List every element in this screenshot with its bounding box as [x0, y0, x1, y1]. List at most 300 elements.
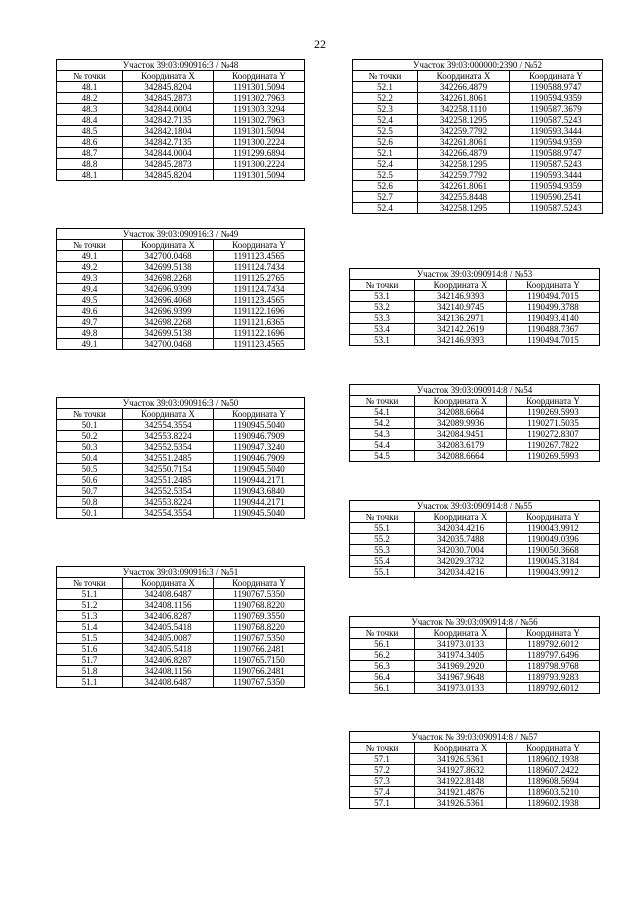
coordinate-y-cell: 1190588.9747: [510, 148, 603, 159]
table-row: [353, 115, 603, 126]
coordinate-y-cell: 1190267.7822: [507, 440, 600, 451]
table-row: [350, 661, 600, 672]
table-row: [57, 115, 305, 126]
point-number-cell: 53.4: [350, 324, 415, 335]
table-row: [57, 644, 305, 655]
point-number-cell: 50.1: [57, 508, 123, 519]
coordinate-y-cell: 1191301.5094: [214, 82, 305, 93]
coordinate-x-cell: 342842.1804: [123, 126, 214, 137]
coordinate-x-cell: 341969.2920: [415, 661, 507, 672]
point-number-cell: 52.4: [353, 159, 418, 170]
coordinate-y-cell: 1190766.2481: [214, 666, 305, 677]
point-number-cell: 50.8: [57, 497, 123, 508]
coordinate-x-cell: 342084.9451: [415, 429, 507, 440]
coordinate-x-cell: 341926.5361: [415, 798, 507, 809]
point-number-cell: 57.3: [350, 776, 415, 787]
coordinate-x-cell: 342845.2873: [123, 159, 214, 170]
coordinate-y-cell: 1191122.1696: [214, 328, 305, 339]
point-number-cell: 49.3: [57, 273, 123, 284]
point-number-cell: 50.6: [57, 475, 123, 486]
coordinate-y-cell: 1190590.2541: [510, 192, 603, 203]
point-number-cell: 48.4: [57, 115, 123, 126]
point-number-cell: 49.1: [57, 251, 123, 262]
table-row: [350, 639, 600, 650]
table-row: [350, 672, 600, 683]
table-row: [350, 324, 600, 335]
point-number-cell: 48.2: [57, 93, 123, 104]
coordinate-x-cell: 342406.8287: [123, 655, 214, 666]
coordinate-y-cell: 1190269.5993: [507, 407, 600, 418]
table-row: [353, 104, 603, 115]
point-number-cell: 53.1: [350, 335, 415, 346]
point-number-cell: 57.2: [350, 765, 415, 776]
coordinate-x-cell: 341973.0133: [415, 683, 507, 694]
coordinate-x-cell: 342551.2485: [123, 475, 214, 486]
table-row: [350, 407, 600, 418]
coordinate-x-cell: 342408.6487: [123, 677, 214, 688]
coordinate-x-cell: 341967.9648: [415, 672, 507, 683]
coordinate-x-cell: 342699.5138: [123, 262, 214, 273]
header-point-number: № точки: [350, 743, 415, 754]
point-number-cell: 50.3: [57, 442, 123, 453]
table-caption: Участок 39:03:090916:3 / №51: [57, 567, 305, 578]
table-row: [57, 666, 305, 677]
coordinate-y-cell: 1191300.2224: [214, 137, 305, 148]
coordinate-y-cell: 1190269.5993: [507, 451, 600, 462]
point-number-cell: 56.3: [350, 661, 415, 672]
table-header-row: [350, 628, 600, 639]
coordinate-x-cell: 341927.8632: [415, 765, 507, 776]
coordinates-table-51: [56, 566, 305, 688]
header-point-number: № точки: [57, 240, 123, 251]
coordinate-x-cell: 342408.1156: [123, 600, 214, 611]
header-coordinate-x: Координата X: [415, 628, 507, 639]
coordinate-x-cell: 342259.7792: [418, 170, 510, 181]
coordinate-x-cell: 342405.0087: [123, 633, 214, 644]
point-number-cell: 52.1: [353, 82, 418, 93]
point-number-cell: 51.5: [57, 633, 123, 644]
coordinate-y-cell: 1190588.9747: [510, 82, 603, 93]
table-caption-row: [350, 617, 600, 628]
point-number-cell: 53.2: [350, 302, 415, 313]
coordinate-y-cell: 1191121.6365: [214, 317, 305, 328]
table-row: [57, 126, 305, 137]
coordinate-x-cell: 342029.3732: [415, 556, 507, 567]
coordinate-y-cell: 1190043.9912: [507, 523, 600, 534]
table-row: [57, 273, 305, 284]
table-row: [353, 137, 603, 148]
point-number-cell: 54.3: [350, 429, 415, 440]
table-row: [57, 611, 305, 622]
coordinate-x-cell: 342255.8448: [418, 192, 510, 203]
coordinate-x-cell: 342088.6664: [415, 451, 507, 462]
coordinate-y-cell: 1190587.5243: [510, 203, 603, 214]
coordinate-y-cell: 1190594.9359: [510, 93, 603, 104]
table-row: [57, 93, 305, 104]
coordinate-x-cell: 342845.2873: [123, 93, 214, 104]
coordinate-x-cell: 342034.4216: [415, 523, 507, 534]
coordinate-x-cell: 342261.8061: [418, 93, 510, 104]
coordinate-y-cell: 1190946.7909: [214, 453, 305, 464]
point-number-cell: 48.5: [57, 126, 123, 137]
header-coordinate-y: Координата Y: [507, 743, 600, 754]
table-caption-row: [57, 567, 305, 578]
header-coordinate-y: Координата Y: [507, 280, 600, 291]
table-caption-row: [353, 60, 603, 71]
coordinate-x-cell: 342552.5354: [123, 486, 214, 497]
coordinate-x-cell: 341973.0133: [415, 639, 507, 650]
coordinate-x-cell: 342700.0468: [123, 339, 214, 350]
point-number-cell: 52.4: [353, 115, 418, 126]
coordinate-y-cell: 1190943.6840: [214, 486, 305, 497]
point-number-cell: 51.8: [57, 666, 123, 677]
coordinate-y-cell: 1190050.3668: [507, 545, 600, 556]
point-number-cell: 48.3: [57, 104, 123, 115]
coordinate-x-cell: 342405.5418: [123, 644, 214, 655]
coordinate-y-cell: 1189792.6012: [507, 683, 600, 694]
coordinate-y-cell: 1191123.4565: [214, 339, 305, 350]
table-header-row: [350, 396, 600, 407]
table-row: [57, 431, 305, 442]
point-number-cell: 49.6: [57, 306, 123, 317]
table-row: [57, 677, 305, 688]
coordinate-y-cell: 1189792.6012: [507, 639, 600, 650]
coordinate-x-cell: 342698.2268: [123, 317, 214, 328]
coordinate-y-cell: 1190945.5040: [214, 508, 305, 519]
header-coordinate-x: Координата X: [123, 71, 214, 82]
point-number-cell: 54.2: [350, 418, 415, 429]
coordinate-x-cell: 342406.8287: [123, 611, 214, 622]
point-number-cell: 50.1: [57, 420, 123, 431]
table-caption-row: [350, 269, 600, 280]
coordinate-y-cell: 1190049.0396: [507, 534, 600, 545]
table-caption: Участок 39:03:000000:2390 / №52: [353, 60, 603, 71]
point-number-cell: 51.2: [57, 600, 123, 611]
table-row: [57, 317, 305, 328]
table-row: [350, 440, 600, 451]
table-row: [350, 291, 600, 302]
table-header-row: [350, 280, 600, 291]
table-caption-row: [350, 732, 600, 743]
table-row: [57, 622, 305, 633]
coordinates-table-54: [349, 384, 600, 462]
coordinate-y-cell: 1189798.9768: [507, 661, 600, 672]
point-number-cell: 54.4: [350, 440, 415, 451]
table-row: [350, 451, 600, 462]
point-number-cell: 53.3: [350, 313, 415, 324]
table-row: [57, 497, 305, 508]
header-coordinate-x: Координата X: [123, 578, 214, 589]
coordinate-y-cell: 1189602.1938: [507, 754, 600, 765]
coordinate-x-cell: 342035.7488: [415, 534, 507, 545]
table-row: [57, 82, 305, 93]
coordinate-y-cell: 1190769.3550: [214, 611, 305, 622]
coordinates-table-48: [56, 59, 305, 181]
coordinate-y-cell: 1189797.6496: [507, 650, 600, 661]
page-number: 22: [314, 37, 326, 51]
table-row: [350, 650, 600, 661]
point-number-cell: 52.7: [353, 192, 418, 203]
coordinate-y-cell: 1190587.3679: [510, 104, 603, 115]
table-row: [353, 170, 603, 181]
coordinate-y-cell: 1191303.3294: [214, 104, 305, 115]
coordinate-y-cell: 1191301.5094: [214, 170, 305, 181]
point-number-cell: 52.6: [353, 181, 418, 192]
coordinates-table-52: [352, 59, 603, 214]
table-row: [350, 335, 600, 346]
point-number-cell: 57.4: [350, 787, 415, 798]
coordinate-x-cell: 342844.0004: [123, 148, 214, 159]
coordinate-y-cell: 1189602.1938: [507, 798, 600, 809]
point-number-cell: 55.2: [350, 534, 415, 545]
table-header-row: [353, 71, 603, 82]
point-number-cell: 54.5: [350, 451, 415, 462]
table-row: [350, 429, 600, 440]
coordinate-y-cell: 1191123.4565: [214, 251, 305, 262]
coordinate-y-cell: 1190488.7367: [507, 324, 600, 335]
coordinate-y-cell: 1190499.3788: [507, 302, 600, 313]
coordinate-x-cell: 342258.1295: [418, 159, 510, 170]
coordinate-y-cell: 1189603.5210: [507, 787, 600, 798]
table-row: [57, 600, 305, 611]
header-coordinate-x: Координата X: [123, 240, 214, 251]
coordinates-table-57: [349, 731, 600, 809]
table-row: [353, 159, 603, 170]
header-coordinate-x: Координата X: [415, 280, 507, 291]
point-number-cell: 57.1: [350, 754, 415, 765]
point-number-cell: 52.6: [353, 137, 418, 148]
table-row: [57, 655, 305, 666]
coordinate-x-cell: 342696.4068: [123, 295, 214, 306]
point-number-cell: 55.3: [350, 545, 415, 556]
header-coordinate-y: Координата Y: [507, 396, 600, 407]
table-row: [57, 633, 305, 644]
point-number-cell: 48.1: [57, 82, 123, 93]
point-number-cell: 49.1: [57, 339, 123, 350]
table-row: [57, 137, 305, 148]
header-point-number: № точки: [57, 578, 123, 589]
coordinate-x-cell: 342698.2268: [123, 273, 214, 284]
coordinate-y-cell: 1190587.5243: [510, 115, 603, 126]
header-point-number: № точки: [353, 71, 418, 82]
table-row: [57, 251, 305, 262]
table-caption: Участок 39:03:090916:3 / №49: [57, 229, 305, 240]
coordinate-x-cell: 342845.8204: [123, 170, 214, 181]
table-row: [350, 787, 600, 798]
coordinate-x-cell: 342700.0468: [123, 251, 214, 262]
coordinate-x-cell: 342146.9393: [415, 335, 507, 346]
header-coordinate-y: Координата Y: [214, 409, 305, 420]
coordinate-x-cell: 341922.8148: [415, 776, 507, 787]
coordinate-y-cell: 1190593.3444: [510, 126, 603, 137]
table-row: [57, 486, 305, 497]
header-coordinate-y: Координата Y: [214, 578, 305, 589]
table-row: [350, 545, 600, 556]
point-number-cell: 50.5: [57, 464, 123, 475]
header-point-number: № точки: [350, 512, 415, 523]
table-caption: Участок 39:03:090914:8 / №54: [350, 385, 600, 396]
coordinate-x-cell: 342845.8204: [123, 82, 214, 93]
coordinate-x-cell: 342088.6664: [415, 407, 507, 418]
coordinate-y-cell: 1191302.7963: [214, 93, 305, 104]
coordinate-x-cell: 342554.3554: [123, 420, 214, 431]
table-row: [350, 754, 600, 765]
table-caption: Участок 39:03:090916:3 / №48: [57, 60, 305, 71]
coordinate-x-cell: 342261.8061: [418, 181, 510, 192]
table-row: [353, 148, 603, 159]
table-row: [57, 475, 305, 486]
table-header-row: [57, 409, 305, 420]
table-header-row: [350, 743, 600, 754]
header-coordinate-y: Координата Y: [214, 71, 305, 82]
point-number-cell: 51.1: [57, 589, 123, 600]
header-point-number: № точки: [57, 71, 123, 82]
coordinate-x-cell: 341974.3405: [415, 650, 507, 661]
coordinate-y-cell: 1191124.7434: [214, 262, 305, 273]
coordinate-y-cell: 1190946.7909: [214, 431, 305, 442]
point-number-cell: 51.7: [57, 655, 123, 666]
coordinate-y-cell: 1190493.4140: [507, 313, 600, 324]
coordinate-y-cell: 1191125.2765: [214, 273, 305, 284]
table-row: [57, 508, 305, 519]
table-caption: Участок 39:03:090914:8 / №55: [350, 501, 600, 512]
coordinate-x-cell: 342553.8224: [123, 497, 214, 508]
point-number-cell: 51.4: [57, 622, 123, 633]
point-number-cell: 49.5: [57, 295, 123, 306]
header-point-number: № точки: [57, 409, 123, 420]
header-coordinate-x: Координата X: [415, 396, 507, 407]
table-caption: Участок 39:03:090914:8 / №53: [350, 269, 600, 280]
table-row: [350, 776, 600, 787]
coordinate-x-cell: 342554.3554: [123, 508, 214, 519]
table-header-row: [57, 71, 305, 82]
coordinate-x-cell: 342140.9745: [415, 302, 507, 313]
coordinate-x-cell: 342699.5138: [123, 328, 214, 339]
coordinate-y-cell: 1190045.3184: [507, 556, 600, 567]
table-caption-row: [57, 60, 305, 71]
table-row: [57, 284, 305, 295]
table-row: [350, 418, 600, 429]
coordinate-y-cell: 1190765.7150: [214, 655, 305, 666]
table-row: [350, 683, 600, 694]
coordinate-x-cell: 342844.0004: [123, 104, 214, 115]
coordinate-x-cell: 342553.8224: [123, 431, 214, 442]
coordinate-x-cell: 342259.7792: [418, 126, 510, 137]
table-header-row: [57, 578, 305, 589]
table-row: [353, 203, 603, 214]
point-number-cell: 52.2: [353, 93, 418, 104]
table-row: [353, 192, 603, 203]
point-number-cell: 55.1: [350, 567, 415, 578]
coordinate-y-cell: 1191300.2224: [214, 159, 305, 170]
coordinate-y-cell: 1191124.7434: [214, 284, 305, 295]
coordinate-x-cell: 342408.6487: [123, 589, 214, 600]
coordinate-y-cell: 1189607.2422: [507, 765, 600, 776]
coordinate-x-cell: 342842.7135: [123, 115, 214, 126]
table-row: [350, 567, 600, 578]
point-number-cell: 56.4: [350, 672, 415, 683]
header-coordinate-x: Координата X: [415, 743, 507, 754]
coordinate-x-cell: 342030.7004: [415, 545, 507, 556]
table-row: [57, 170, 305, 181]
point-number-cell: 48.8: [57, 159, 123, 170]
table-row: [57, 339, 305, 350]
coordinates-table-55: [349, 500, 600, 578]
point-number-cell: 55.1: [350, 523, 415, 534]
table-row: [57, 420, 305, 431]
point-number-cell: 49.4: [57, 284, 123, 295]
point-number-cell: 52.5: [353, 170, 418, 181]
table-caption: Участок № 39:03:090914:8 / №56: [350, 617, 600, 628]
table-caption: Участок № 39:03:090914:8 / №57: [350, 732, 600, 743]
coordinate-x-cell: 342696.9399: [123, 284, 214, 295]
point-number-cell: 53.1: [350, 291, 415, 302]
point-number-cell: 56.1: [350, 639, 415, 650]
header-coordinate-y: Координата Y: [510, 71, 603, 82]
coordinate-x-cell: 342842.7135: [123, 137, 214, 148]
table-row: [57, 453, 305, 464]
header-coordinate-y: Координата Y: [507, 512, 600, 523]
header-coordinate-x: Координата X: [123, 409, 214, 420]
coordinate-x-cell: 342405.5418: [123, 622, 214, 633]
coordinate-y-cell: 1190494.7015: [507, 335, 600, 346]
header-point-number: № точки: [350, 280, 415, 291]
header-coordinate-y: Координата Y: [214, 240, 305, 251]
table-row: [350, 523, 600, 534]
coordinate-y-cell: 1190594.9359: [510, 181, 603, 192]
coordinate-y-cell: 1190272.8307: [507, 429, 600, 440]
table-row: [353, 181, 603, 192]
coordinate-y-cell: 1190594.9359: [510, 137, 603, 148]
point-number-cell: 52.3: [353, 104, 418, 115]
coordinate-x-cell: 342266.4879: [418, 82, 510, 93]
coordinate-y-cell: 1190944.2171: [214, 475, 305, 486]
point-number-cell: 51.3: [57, 611, 123, 622]
table-row: [353, 82, 603, 93]
table-caption-row: [57, 398, 305, 409]
point-number-cell: 54.1: [350, 407, 415, 418]
table-row: [57, 159, 305, 170]
coordinate-y-cell: 1190945.5040: [214, 464, 305, 475]
coordinate-y-cell: 1190947.3240: [214, 442, 305, 453]
point-number-cell: 51.1: [57, 677, 123, 688]
coordinate-x-cell: 342258.1110: [418, 104, 510, 115]
point-number-cell: 49.8: [57, 328, 123, 339]
coordinate-y-cell: 1191299.6894: [214, 148, 305, 159]
coordinate-y-cell: 1190944.2171: [214, 497, 305, 508]
coordinate-x-cell: 342408.1156: [123, 666, 214, 677]
point-number-cell: 56.2: [350, 650, 415, 661]
table-row: [353, 93, 603, 104]
coordinate-x-cell: 342261.8061: [418, 137, 510, 148]
table-row: [57, 306, 305, 317]
coordinate-y-cell: 1190767.5350: [214, 677, 305, 688]
header-point-number: № точки: [350, 628, 415, 639]
coordinate-y-cell: 1190043.9912: [507, 567, 600, 578]
point-number-cell: 52.5: [353, 126, 418, 137]
coordinate-y-cell: 1189793.9283: [507, 672, 600, 683]
table-header-row: [57, 240, 305, 251]
point-number-cell: 52.1: [353, 148, 418, 159]
header-coordinate-x: Координата X: [418, 71, 510, 82]
table-row: [57, 104, 305, 115]
coordinate-y-cell: 1189608.5694: [507, 776, 600, 787]
point-number-cell: 50.4: [57, 453, 123, 464]
table-row: [57, 148, 305, 159]
coordinate-x-cell: 342550.7154: [123, 464, 214, 475]
coordinate-x-cell: 342142.2619: [415, 324, 507, 335]
coordinate-y-cell: 1190766.2481: [214, 644, 305, 655]
